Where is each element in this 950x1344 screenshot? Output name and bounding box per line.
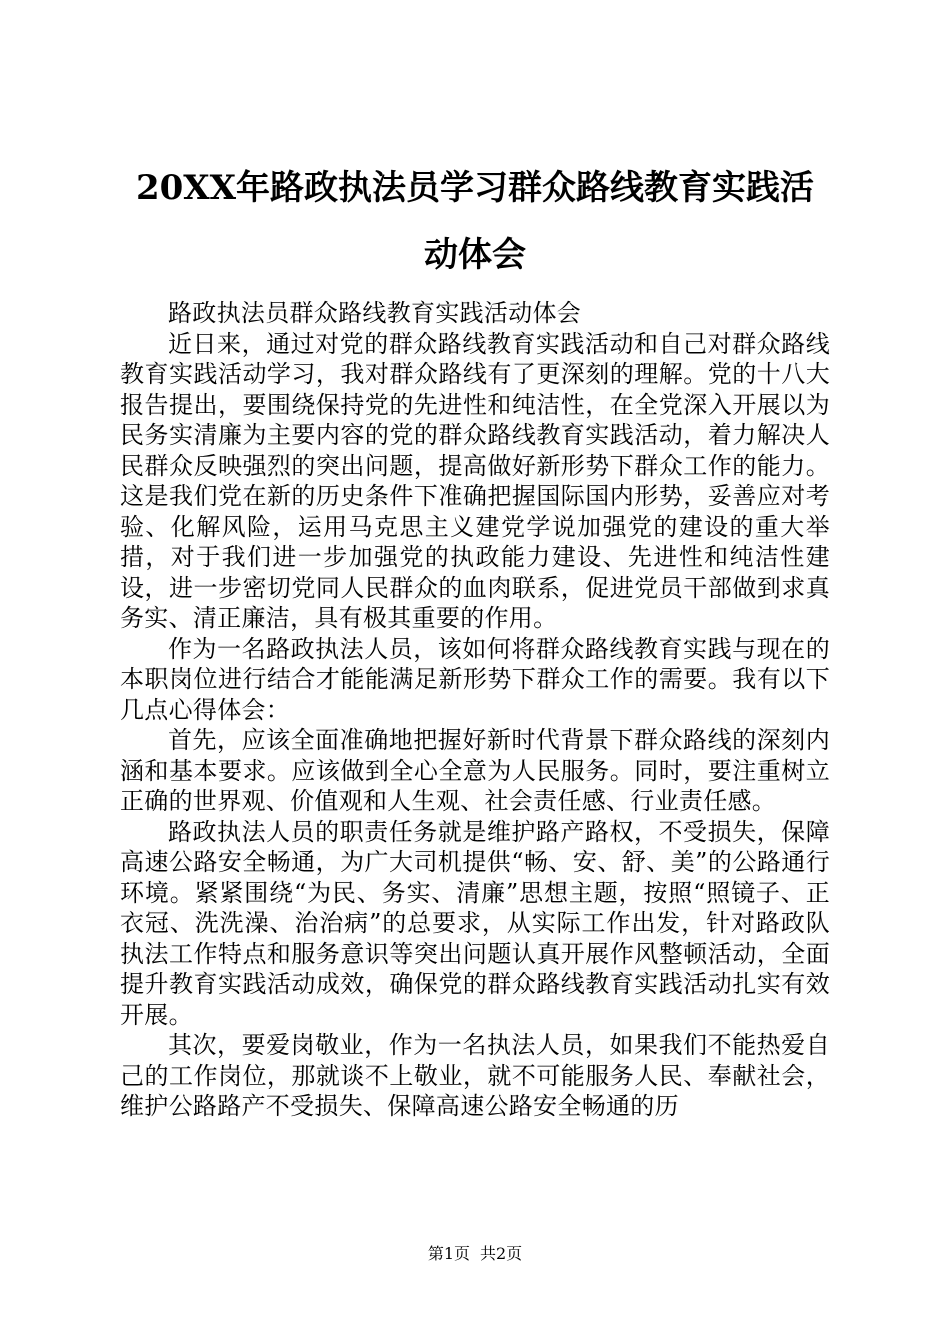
paragraph: 其次，要爱岗敬业，作为一名执法人员，如果我们不能热爱自己的工作岗位，那就谈不上敬业，就不可能服务人民、奉献社会，维护公路路产不受损失、保障高速公路安全畅通的历 (120, 1031, 830, 1120)
page-number: 第1页 (427, 1244, 470, 1263)
paragraph: 路政执法人员的职责任务就是维护路产路权，不受损失，保障高速公路安全畅通，为广大司机提供“畅、安、舒、美”的公路通行环境。紧紧围绕“为民、务实、清廉”思想主题，按照“照镜子、正衣冠、洗洗澡、治治病”的总要求，从实际工作出发，针对路政队执法工作特点和服务意识等突出问题认真开展作风整顿活动，全面提升教育实践活动成效，确保党的群众路线教育实践活动扎实有效开展。 (120, 817, 830, 1029)
paragraph: 首先，应该全面准确地把握好新时代背景下群众路线的深刻内涵和基本要求。应该做到全心全意为人民服务。同时，要注重树立正确的世界观、价值观和人生观、社会责任感、行业责任感。 (120, 726, 830, 815)
page-footer (0, 1243, 950, 1265)
paragraph: 近日来，通过对党的群众路线教育实践活动和自己对群众路线教育实践活动学习，我对群众路线有了更深刻的理解。党的十八大报告提出，要围绕保持党的先进性和纯洁性，在全党深入开展以为民务实清廉为主要内容的党的群众路线教育实践活动，着力解决人民群众反映强烈的突出问题，提高做好新形势下群众工作的能力。这是我们党在新的历史条件下准确把握国际国内形势，妥善应对考验、化解风险，运用马克思主义建党学说加强党的建设的重大举措，对于我们进一步加强党的执政能力建设、先进性和纯洁性建设，进一步密切党同人民群众的血肉联系，促进党员干部做到求真务实、清正廉洁，具有极其重要的作用。 (120, 329, 830, 632)
document-body (120, 298, 830, 1122)
paragraph: 作为一名路政执法人员，该如何将群众路线教育实践与现在的本职岗位进行结合才能能满足新形势下群众工作的需要。我有以下几点心得体会： (120, 634, 830, 724)
document-title: 20XX年路政执法员学习群众路线教育实践活动体会 (135, 168, 815, 275)
page-total: 共2页 (480, 1244, 523, 1263)
paragraph-subtitle: 路政执法员群众路线教育实践活动体会 (168, 299, 582, 327)
